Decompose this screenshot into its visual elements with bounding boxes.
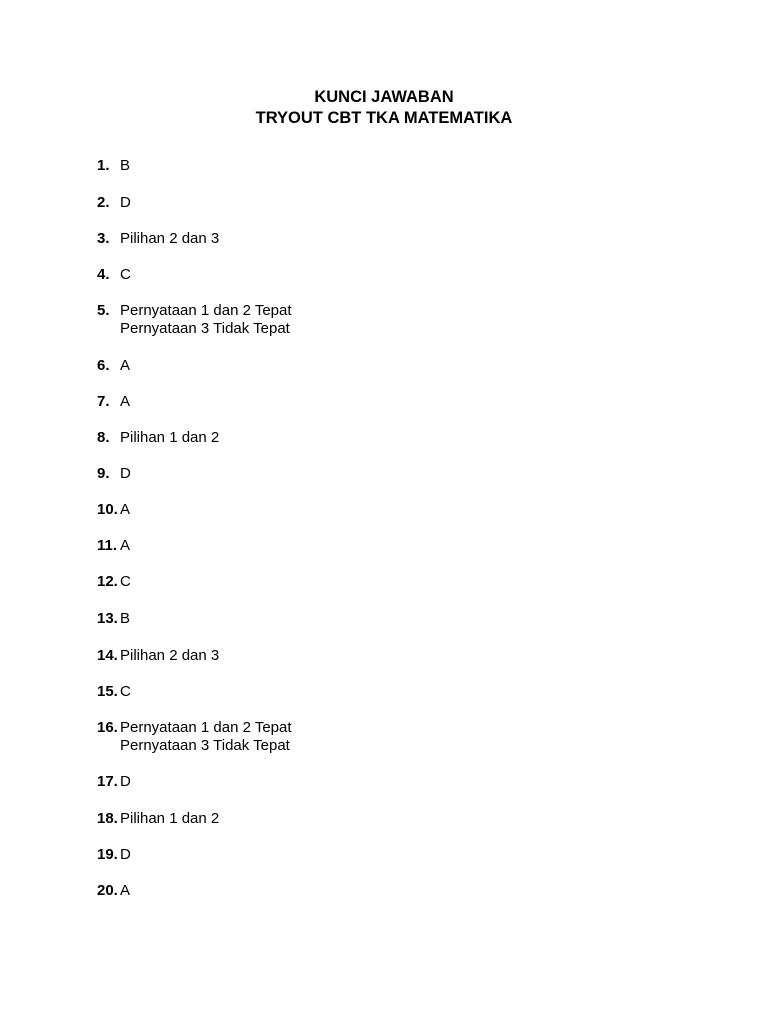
answer-line: C (120, 266, 131, 283)
answer-number: 12. (97, 573, 118, 590)
answer-line: Pernyataan 1 dan 2 Tepat (120, 719, 292, 736)
answer-text (120, 773, 131, 791)
answer-number: 2. (97, 194, 110, 211)
answer-text (120, 393, 130, 411)
answer-line: A (120, 357, 131, 374)
answer-line: Pernyataan 1 dan 2 Tepat (120, 302, 292, 319)
answer-text (120, 501, 130, 519)
answer-number: 4. (97, 266, 110, 283)
answer-number: 11. (97, 537, 118, 554)
answer-line: Pilihan 2 dan 3 (120, 230, 220, 247)
answer-number: 7. (97, 393, 110, 410)
answer-list (97, 0, 697, 1024)
answer-text (120, 230, 219, 248)
answer-text (120, 157, 130, 175)
answer-text (120, 810, 219, 828)
answer-text (120, 302, 292, 338)
answer-line: D (120, 846, 131, 863)
answer-line: D (120, 773, 131, 790)
answer-line: B (120, 610, 131, 627)
answer-text (120, 610, 130, 628)
answer-text (120, 882, 130, 900)
answer-line: A (120, 882, 131, 899)
answer-line: C (120, 683, 131, 700)
answer-number: 18. (97, 810, 118, 827)
answer-line: C (120, 573, 131, 590)
answer-number: 16. (97, 719, 118, 736)
answer-number: 5. (97, 302, 110, 319)
document-title: KUNCI JAWABAN (314, 88, 454, 106)
answer-text (120, 465, 131, 483)
answer-line: Pilihan 1 dan 2 (120, 429, 220, 446)
answer-text (120, 647, 219, 665)
answer-text (120, 573, 131, 591)
answer-text (120, 357, 130, 375)
answer-number: 3. (97, 230, 110, 247)
answer-line: Pernyataan 3 Tidak Tepat (120, 320, 290, 337)
answer-text (120, 537, 130, 555)
answer-text (120, 719, 292, 755)
answer-number: 14. (97, 647, 118, 664)
answer-number: 10. (97, 501, 118, 518)
answer-number: 17. (97, 773, 118, 790)
document-subtitle: TRYOUT CBT TKA MATEMATIKA (255, 109, 513, 127)
answer-line: Pilihan 1 dan 2 (120, 810, 220, 827)
answer-line: D (120, 194, 131, 211)
answer-text (120, 266, 131, 284)
answer-text (120, 429, 219, 447)
answer-line: A (120, 537, 131, 554)
answer-line: Pernyataan 3 Tidak Tepat (120, 737, 290, 754)
answer-line: B (120, 157, 131, 174)
answer-line: A (120, 501, 131, 518)
answer-number: 8. (97, 429, 110, 446)
answer-number: 6. (97, 357, 110, 374)
answer-number: 15. (97, 683, 118, 700)
answer-text (120, 846, 131, 864)
answer-line: A (120, 393, 131, 410)
answer-line: D (120, 465, 131, 482)
answer-number: 9. (97, 465, 110, 482)
answer-number: 1. (97, 157, 110, 174)
answer-text (120, 683, 131, 701)
answer-line: Pilihan 2 dan 3 (120, 647, 220, 664)
answer-number: 13. (97, 610, 118, 627)
answer-number: 19. (97, 846, 118, 863)
answer-text (120, 194, 131, 212)
answer-number: 20. (97, 882, 118, 899)
